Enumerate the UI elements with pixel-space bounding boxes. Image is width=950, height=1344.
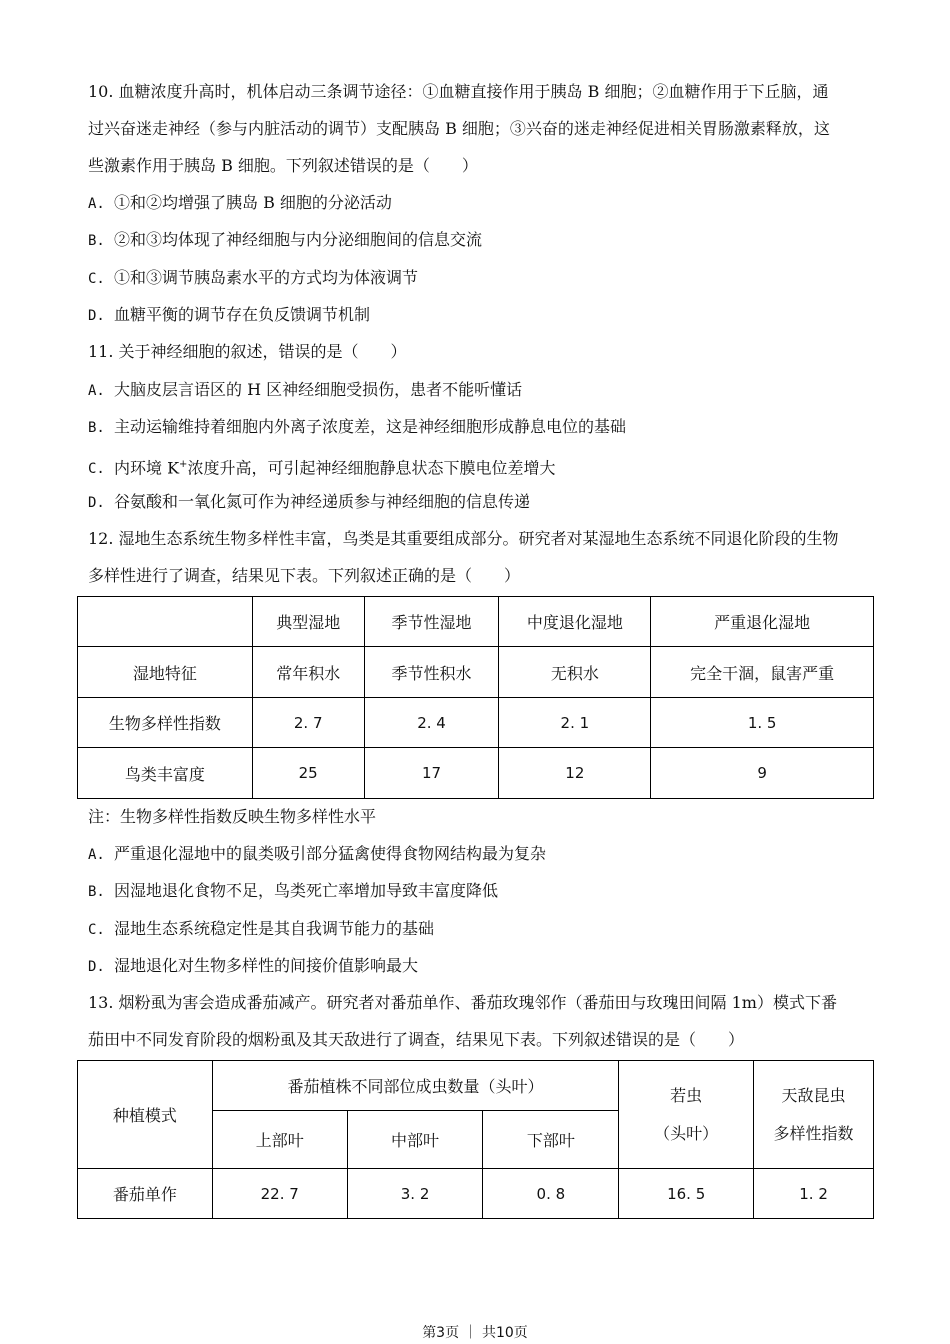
option-text: ①和③调节胰岛素水平的方式均为体液调节 <box>114 268 419 287</box>
table-cell: 25 <box>252 748 364 799</box>
option-letter: D. <box>88 308 105 324</box>
option-text-post: 浓度升高，可引起神经细胞静息状态下膜电位差增大 <box>187 458 556 478</box>
page-footer: 第3页 ｜ 共10页 <box>422 1325 528 1341</box>
table-cell: 22. 7 <box>212 1169 347 1219</box>
q13-stem-line2: 茄田中不同发育阶段的烟粉虱及其天敌进行了调查，结果见下表。下列叙述错误的是（ ） <box>88 1030 745 1049</box>
table-header-cell <box>78 597 253 647</box>
q11-option-b <box>88 416 626 439</box>
q10-option-c <box>88 267 418 290</box>
option-letter: A. <box>88 196 105 212</box>
table-cell: 生物多样性指数 <box>78 698 253 748</box>
header-enemy: 天敌昆虫 <box>781 1085 846 1105</box>
superscript-plus: + <box>179 459 188 470</box>
table-cell: 2. 7 <box>252 698 364 748</box>
q11-option-a <box>88 379 522 402</box>
table-cell: 16. 5 <box>619 1169 754 1219</box>
q12-stem-line2: 多样性进行了调查，结果见下表。下列叙述正确的是（ ） <box>88 566 521 585</box>
table-cell: 0. 8 <box>483 1169 619 1219</box>
table-cell: 无积水 <box>499 647 651 698</box>
table-header-cell <box>754 1061 874 1169</box>
q12-table <box>77 596 874 799</box>
table-header-cell: 番茄植株不同部位成虫数量（头叶） <box>212 1061 618 1111</box>
table-header-cell: 严重退化湿地 <box>651 597 874 647</box>
table-cell: 9 <box>651 748 874 799</box>
q10-option-b <box>88 229 482 252</box>
table-cell: 3. 2 <box>347 1169 483 1219</box>
option-letter: B. <box>88 233 105 249</box>
table-header-cell <box>619 1061 754 1169</box>
option-letter: D. <box>88 495 105 511</box>
q12-stem-line1: 12. 湿地生态系统生物多样性丰富，鸟类是其重要组成部分。研究者对某湿地生态系统不同退化阶段的生物 <box>88 529 839 548</box>
option-letter: C. <box>88 461 105 478</box>
q10-option-a <box>88 192 392 215</box>
table-header-row <box>78 1061 874 1111</box>
table-row <box>78 647 874 698</box>
option-letter: C. <box>88 922 105 938</box>
table-row <box>78 1169 874 1219</box>
q12-option-a <box>88 843 546 866</box>
option-text: 因湿地退化食物不足，鸟类死亡率增加导致丰富度降低 <box>114 881 499 900</box>
table-header-cell: 种植模式 <box>78 1061 213 1169</box>
table-cell: 2. 4 <box>364 698 499 748</box>
q11-stem: 11. 关于神经细胞的叙述，错误的是（ ） <box>88 342 407 361</box>
table-header-cell: 中部叶 <box>347 1111 483 1169</box>
table-cell: 番茄单作 <box>78 1169 213 1219</box>
option-text: 湿地生态系统稳定性是其自我调节能力的基础 <box>114 919 435 938</box>
table-cell: 1. 2 <box>754 1169 874 1219</box>
option-text: 大脑皮层言语区的 H 区神经细胞受损伤，患者不能听懂话 <box>114 380 523 399</box>
table-cell: 鸟类丰富度 <box>78 748 253 799</box>
header-nymph-unit: （头叶） <box>654 1123 719 1143</box>
table-cell: 12 <box>499 748 651 799</box>
table-row <box>78 748 874 799</box>
q12-option-b <box>88 880 498 903</box>
option-text: 谷氨酸和一氧化氮可作为神经递质参与神经细胞的信息传递 <box>114 492 531 511</box>
table-header-cell: 上部叶 <box>212 1111 347 1169</box>
table-header-cell: 季节性湿地 <box>364 597 499 647</box>
option-text: ②和③均体现了神经细胞与内分泌细胞间的信息交流 <box>114 230 483 249</box>
table-cell: 17 <box>364 748 499 799</box>
q10-stem-line2: 过兴奋迷走神经（参与内脏活动的调节）支配胰岛 B 细胞；③兴奋的迷走神经促进相关胃肠激素释放，这 <box>88 119 830 138</box>
option-text: 严重退化湿地中的鼠类吸引部分猛禽使得食物网结构最为复杂 <box>114 844 547 863</box>
q10-stem-line3: 些激素作用于胰岛 B 细胞。下列叙述错误的是（ ） <box>88 156 478 175</box>
option-letter: A. <box>88 847 105 863</box>
option-text: ①和②均增强了胰岛 B 细胞的分泌活动 <box>114 193 392 212</box>
q12-option-d <box>88 955 418 978</box>
table-cell: 季节性积水 <box>364 647 499 698</box>
table-header-cell: 中度退化湿地 <box>499 597 651 647</box>
table-row <box>78 698 874 748</box>
q12-table-note: 注：生物多样性指数反映生物多样性水平 <box>88 807 377 826</box>
q10-option-d <box>88 304 370 327</box>
table-cell: 常年积水 <box>252 647 364 698</box>
option-text: 湿地退化对生物多样性的间接价值影响最大 <box>114 956 419 975</box>
q11-option-c <box>88 454 555 480</box>
option-letter: C. <box>88 271 105 287</box>
q10-stem-line1: 10. 血糖浓度升高时，机体启动三条调节途径：①血糖直接作用于胰岛 B 细胞；②血糖作用于下丘脑，通 <box>88 82 829 101</box>
option-text-pre: 内环境 K <box>114 458 180 478</box>
q12-option-c <box>88 918 434 941</box>
header-nymph: 若虫 <box>670 1085 703 1105</box>
q13-table <box>77 1060 874 1219</box>
table-header-cell: 下部叶 <box>483 1111 619 1169</box>
option-letter: B. <box>88 420 105 436</box>
table-header-row <box>78 597 874 647</box>
table-cell: 湿地特征 <box>78 647 253 698</box>
table-cell: 2. 1 <box>499 698 651 748</box>
header-enemy-index: 多样性指数 <box>773 1123 854 1143</box>
option-letter: D. <box>88 959 105 975</box>
table-cell: 1. 5 <box>651 698 874 748</box>
q13-stem-line1: 13. 烟粉虱为害会造成番茄减产。研究者对番茄单作、番茄玫瑰邻作（番茄田与玫瑰田间隔 1m）模式下番 <box>88 993 837 1012</box>
option-text: 血糖平衡的调节存在负反馈调节机制 <box>114 305 371 324</box>
option-letter: B. <box>88 884 105 900</box>
table-cell: 完全干涸，鼠害严重 <box>651 647 874 698</box>
option-text: 主动运输维持着细胞内外离子浓度差，这是神经细胞形成静息电位的基础 <box>114 417 627 436</box>
option-letter: A. <box>88 383 105 399</box>
table-header-cell: 典型湿地 <box>252 597 364 647</box>
q11-option-d <box>88 491 530 514</box>
